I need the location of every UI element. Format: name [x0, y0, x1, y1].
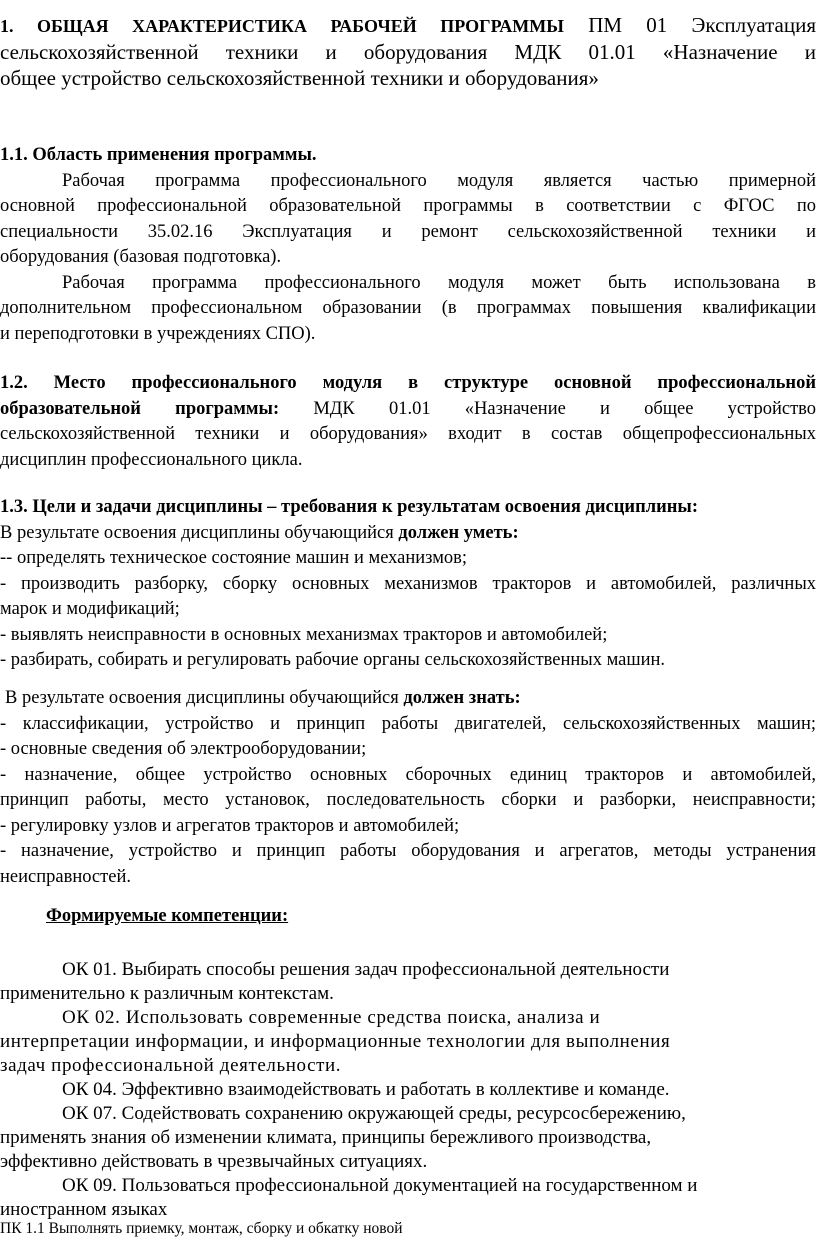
- section-1-2-line2-rest: МДК 01.01 «Назначение и общее устройство: [313, 398, 816, 419]
- section-1-2-line3: сельскохозяйственной техники и оборудования» входит в состав общепрофессиональных: [0, 424, 816, 444]
- section-1-2-title-line2: образовательной программы:: [0, 398, 280, 419]
- ok04: ОК 04. Эффективно взаимодействовать и работать в коллективе и команде.: [62, 1079, 670, 1100]
- ok07-line2: применять знания об изменении климата, принципы бережливого производства,: [0, 1127, 652, 1148]
- pk11-block: [0, 1220, 816, 1238]
- know-intro: В результате освоения дисциплины обучающийся: [5, 688, 399, 708]
- ok02-line2: интерпретации информации, и информационные технологии для выполнения: [0, 1031, 671, 1052]
- section-1-3-intro: В результате освоения дисциплины обучающийся: [0, 522, 394, 543]
- section-1-3-knowledge: [0, 686, 816, 890]
- knowledge-item: - назначение, устройство и принцип работы оборудования и агрегатов, методы устранения: [0, 841, 816, 861]
- ok07-line3: эффективно действовать в чрезвычайных ситуациях.: [0, 1151, 428, 1172]
- ok01-line1: ОК 01. Выбирать способы решения задач профессиональной деятельности: [62, 959, 670, 980]
- section-1-2-title-line1: 1.2. Место профессионального модуля в структуре основной профессиональной: [0, 373, 816, 393]
- skill-item: - производить разборку, сборку основных механизмов тракторов и автомобилей, различных: [0, 573, 816, 594]
- ok02-line3: задач профессиональной деятельности.: [0, 1055, 342, 1076]
- pk11: ПК 1.1 Выполнять приемку, монтаж, сборку и обкатку новой: [0, 1220, 403, 1237]
- knowledge-item: принцип работы, место установок, последовательность сборки и разборки, неисправности;: [0, 790, 816, 810]
- section-1-1: [0, 143, 816, 347]
- competencies-list: [0, 958, 816, 1222]
- section-1-heading-bold: 1. ОБЩАЯ ХАРАКТЕРИСТИКА РАБОЧЕЙ ПРОГРАММЫ: [0, 16, 564, 36]
- section-1-1-title: 1.1. Область применения программы.: [0, 145, 317, 165]
- section-1-2: [0, 371, 816, 473]
- knowledge-item: неисправностей.: [0, 866, 131, 887]
- section-1-2-line4: дисциплин профессионального цикла.: [0, 449, 303, 470]
- competencies-heading-block: [0, 904, 816, 930]
- section-1-1-p2-line3: и переподготовки в учреждениях СПО).: [0, 323, 316, 344]
- section-1-1-p2-line1: Рабочая программа профессионального модуля может быть использована в: [62, 272, 816, 293]
- section-1-3-intro-bold: должен уметь:: [398, 522, 519, 543]
- know-intro-bold: должен знать:: [403, 688, 521, 708]
- ok01-line2: применительно к различным контекстам.: [0, 983, 334, 1004]
- section-1-heading-rest: ПМ 01 Эксплуатация: [588, 13, 816, 37]
- section-1-heading: [0, 12, 816, 91]
- ok09-line1: ОК 09. Пользоваться профессиональной документацией на государственном и: [62, 1175, 698, 1196]
- ok02-line1: ОК 02. Использовать современные средства поиска, анализа и: [62, 1007, 601, 1028]
- section-1-1-p1-line2: основной профессиональной образовательной программы в соответствии с ФГОС по: [0, 196, 816, 216]
- section-1-1-p1-line4: оборудования (базовая подготовка).: [0, 247, 282, 267]
- section-1-3-title: 1.3. Цели и задачи дисциплины – требования к результатам освоения дисциплины:: [0, 497, 699, 517]
- skill-item: - выявлять неисправности в основных механизмах тракторов и автомобилей;: [0, 624, 608, 645]
- section-1-1-p1-line1: Рабочая программа профессионального модуля является частью примерной: [62, 170, 816, 191]
- skill-item: марок и модификаций;: [0, 599, 180, 619]
- knowledge-item: - назначение, общее устройство основных сборочных единиц тракторов и автомобилей,: [0, 764, 816, 785]
- knowledge-item: - регулировку узлов и агрегатов тракторов и автомобилей;: [0, 815, 460, 836]
- section-1-1-p2-line2: дополнительном профессиональном образовании (в программах повышения квалификации: [0, 298, 816, 318]
- knowledge-item: - основные сведения об электрооборудовании;: [0, 739, 367, 759]
- ok07-line1: ОК 07. Содействовать сохранению окружающей среды, ресурсосбережению,: [62, 1103, 686, 1124]
- ok09-line2: иностранном языках: [0, 1199, 168, 1220]
- section-1-1-p1-line3: специальности 35.02.16 Эксплуатация и ремонт сельскохозяйственной техники и: [0, 221, 816, 242]
- section-1-3: [0, 495, 816, 674]
- competencies-title: Формируемые компетенции:: [46, 906, 289, 926]
- section-1-heading-line2: сельскохозяйственной техники и оборудования МДК 01.01 «Назначение и: [0, 40, 816, 64]
- knowledge-item: - классификации, устройство и принцип работы двигателей, сельскохозяйственных машин;: [0, 713, 816, 734]
- skill-item: -- определять техническое состояние машин и механизмов;: [0, 548, 468, 568]
- skill-item: - разбирать, собирать и регулировать рабочие органы сельскохозяйственных машин.: [0, 650, 666, 670]
- section-1-heading-line3: общее устройство сельскохозяйственной техники и оборудования»: [0, 66, 599, 90]
